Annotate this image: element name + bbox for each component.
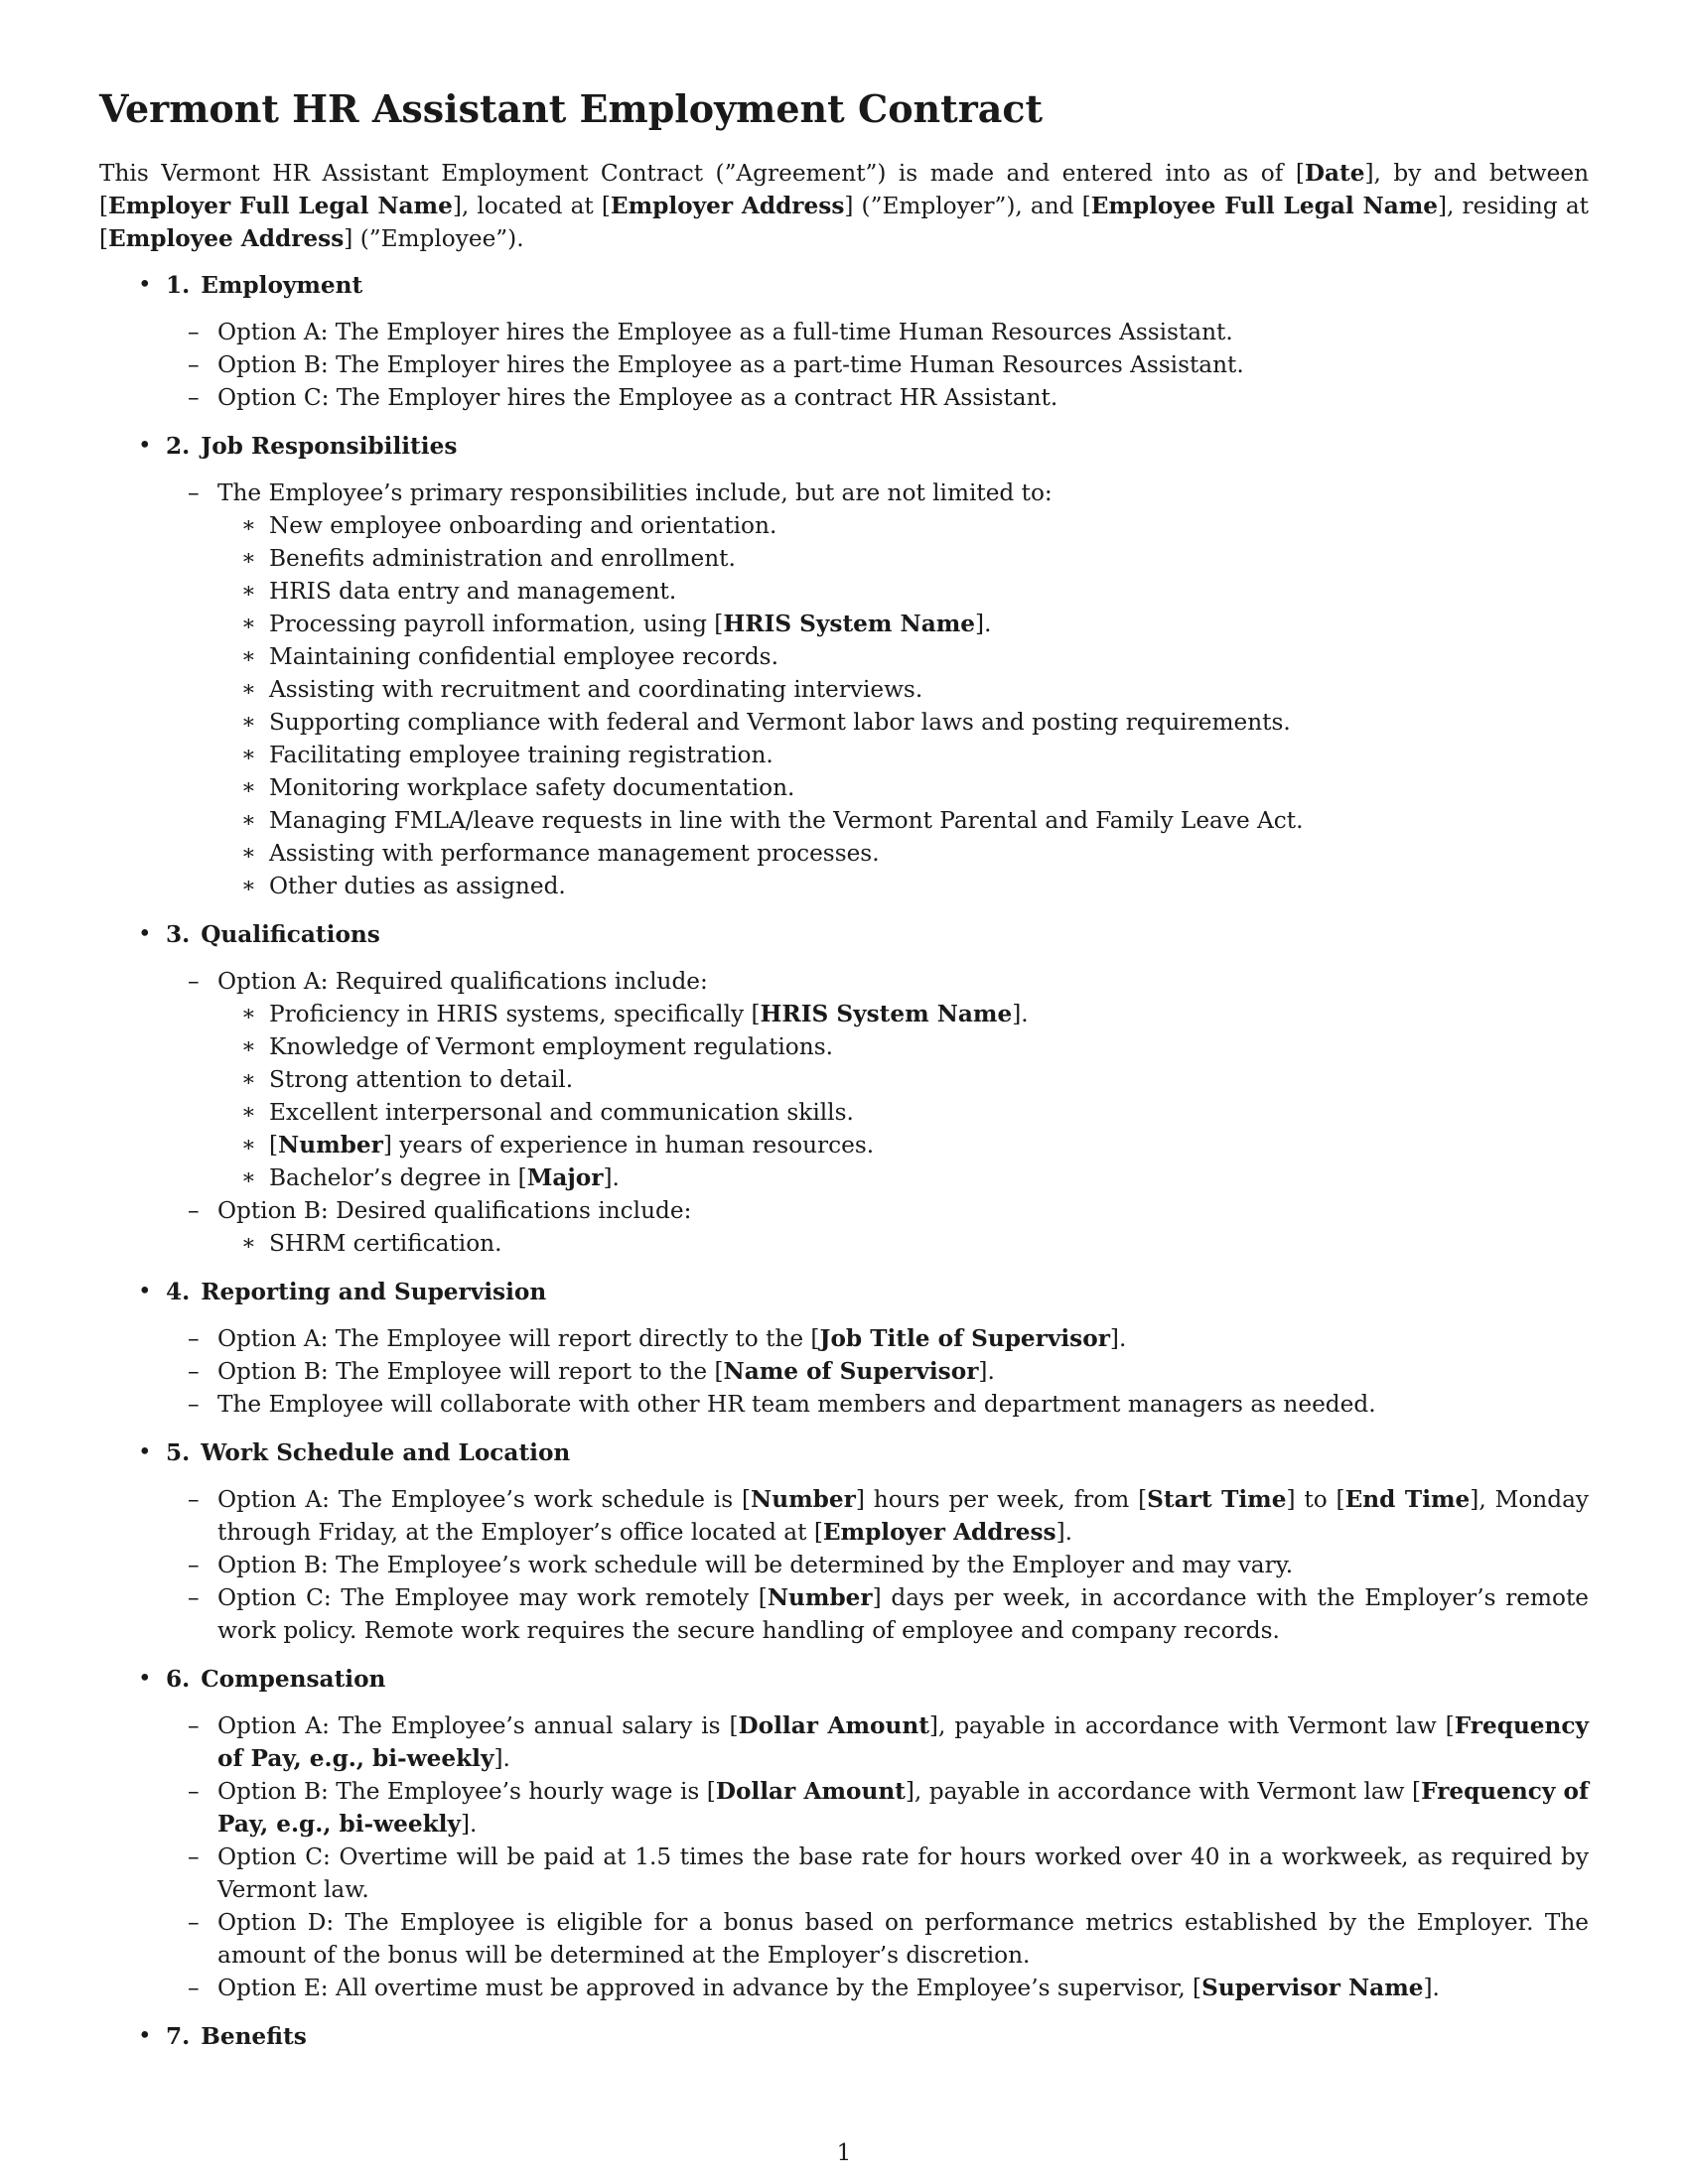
section-job-responsibilities xyxy=(99,430,1589,902)
section-title: • 6. Compensation xyxy=(166,1666,386,1693)
intro-text: ], located at [ xyxy=(452,193,611,219)
list-item: – Option A: Required qualifications include: ∗ Proficiency in HRIS systems, specifically [HRIS System Name]. ∗ Knowledge of Vermont employment regulations. ∗ Strong attention to detail. ∗ Excellent interpersonal and communication skills. ∗ [Number] years of experience in human resources. ∗ Bachelor’s degree in [Major]. xyxy=(188,965,1589,1194)
placeholder-employee-name: Employee Full Legal Name xyxy=(1090,193,1438,219)
list-item: – The Employee’s primary responsibilities include, but are not limited to: ∗ New employee onboarding and orientation. ∗ Benefits administration and enrollment. ∗ HRIS data entry and management. ∗ Processing payroll information, using [HRIS System Name]. ∗ Maintaining confidential employee records. ∗ Assisting with recruitment and coordinating interviews. ∗ Supporting compliance with federal and Vermont labor laws and posting requirements. ∗ Facilitating employee training registration. ∗ Monitoring workplace safety documentation. ∗ Managing FMLA/leave requests in line with the Vermont Parental and Family Leave Act. ∗ Assisting with performance management processes. ∗ Other duties as assigned. xyxy=(188,477,1589,902)
placeholder-employer-address: Employer Address xyxy=(610,193,845,219)
list-item: – Option C: Overtime will be paid at 1.5 times the base rate for hours worked over 40 in a workweek, as required by Vermont law. xyxy=(188,1841,1589,1906)
sub-list-item: ∗ Other duties as assigned. xyxy=(239,870,1589,902)
section-reporting xyxy=(99,1276,1589,1421)
list-item: – Option E: All overtime must be approved in advance by the Employee’s supervisor, [Supervisor Name]. xyxy=(188,1972,1589,2004)
sub-list-item: ∗ [Number] years of experience in human resources. xyxy=(239,1129,1589,1161)
document-title: Vermont HR Assistant Employment Contract xyxy=(99,86,1044,131)
list-item: – Option A: The Employee will report directly to the [Job Title of Supervisor]. xyxy=(188,1322,1589,1355)
section-title: • 4. Reporting and Supervision xyxy=(166,1279,547,1305)
list-item: – Option B: The Employee will report to the [Name of Supervisor]. xyxy=(188,1355,1589,1388)
sub-list-item: ∗ Proficiency in HRIS systems, specifically [HRIS System Name]. xyxy=(239,998,1589,1030)
intro-text: ] (”Employer”), and [ xyxy=(844,193,1091,219)
sub-list-item: ∗ Facilitating employee training registration. xyxy=(239,739,1589,771)
sub-list-item: ∗ HRIS data entry and management. xyxy=(239,575,1589,608)
sub-list-item: ∗ Benefits administration and enrollment. xyxy=(239,542,1589,575)
list-item: – Option C: The Employee may work remotely [Number] days per week, in accordance with the Employer’s remote work policy. Remote work requires the secure handling of employee and company records. xyxy=(188,1581,1589,1647)
section-title: • 2. Job Responsibilities xyxy=(166,433,458,460)
list-item: – Option C: The Employer hires the Employee as a contract HR Assistant. xyxy=(188,381,1589,414)
placeholder-employee-address: Employee Address xyxy=(108,225,345,252)
sub-list-item: ∗ Maintaining confidential employee records. xyxy=(239,640,1589,673)
intro-text: This Vermont HR Assistant Employment Contract (”Agreement”) is made and entered into as of [ xyxy=(99,160,1305,187)
intro-text: ], by and between [ xyxy=(99,160,1590,219)
intro-paragraph xyxy=(99,157,1589,255)
list-item: – The Employee will collaborate with other HR team members and department managers as needed. xyxy=(188,1388,1589,1421)
section-compensation xyxy=(99,1663,1589,2004)
section-benefits xyxy=(99,2020,1589,2053)
list-item: – Option D: The Employee is eligible for a bonus based on performance metrics established by the Employer. The amount of the bonus will be determined at the Employer’s discretion. xyxy=(188,1906,1589,1972)
sub-list-item: ∗ Excellent interpersonal and communication skills. xyxy=(239,1096,1589,1129)
intro-text: ], residing at [ xyxy=(99,193,1589,252)
sub-list-item: ∗ Assisting with performance management processes. xyxy=(239,837,1589,870)
section-title: • 7. Benefits xyxy=(166,2023,307,2050)
list-item: – Option A: The Employee’s work schedule is [Number] hours per week, from [Start Time] to [End Time], Monday through Friday, at the Employer’s office located at [Employer Address]. xyxy=(188,1483,1589,1549)
sub-list-item: ∗ Strong attention to detail. xyxy=(239,1063,1589,1096)
document-page xyxy=(99,87,1589,2069)
sub-list-item: ∗ SHRM certification. xyxy=(239,1227,1589,1260)
section-employment xyxy=(99,269,1589,414)
sub-list-item: ∗ New employee onboarding and orientation. xyxy=(239,509,1589,542)
list-item: – Option B: The Employee’s hourly wage is [Dollar Amount], payable in accordance with Vermont law [Frequency of Pay, e.g., bi-weekly]. xyxy=(188,1775,1589,1841)
sub-list-item: ∗ Managing FMLA/leave requests in line with the Vermont Parental and Family Leave Act. xyxy=(239,804,1589,837)
section-work-schedule xyxy=(99,1436,1589,1647)
sub-list-item: ∗ Assisting with recruitment and coordinating interviews. xyxy=(239,673,1589,706)
intro-text: ] (”Employee”). xyxy=(344,225,524,252)
sub-list-item: ∗ Knowledge of Vermont employment regulations. xyxy=(239,1030,1589,1063)
sub-list-item: ∗ Monitoring workplace safety documentation. xyxy=(239,771,1589,804)
placeholder-date: Date xyxy=(1304,160,1365,187)
section-title: • 5. Work Schedule and Location xyxy=(166,1439,571,1466)
list-item: – Option B: The Employer hires the Employee as a part-time Human Resources Assistant. xyxy=(188,348,1589,381)
list-item: – Option A: The Employee’s annual salary is [Dollar Amount], payable in accordance with Vermont law [Frequency of Pay, e.g., bi-weekly]. xyxy=(188,1709,1589,1775)
placeholder-employer-name: Employer Full Legal Name xyxy=(108,193,453,219)
list-item: – Option B: Desired qualifications include: ∗ SHRM certification. xyxy=(188,1194,1589,1260)
sub-list-item: ∗ Supporting compliance with federal and Vermont labor laws and posting requirements. xyxy=(239,706,1589,739)
sub-list-item: ∗ Processing payroll information, using [HRIS System Name]. xyxy=(239,608,1589,640)
list-item: – Option B: The Employee’s work schedule will be determined by the Employer and may vary. xyxy=(188,1549,1589,1581)
sub-list-item: ∗ Bachelor’s degree in [Major]. xyxy=(239,1161,1589,1194)
section-title: • 3. Qualifications xyxy=(166,921,380,948)
section-qualifications xyxy=(99,918,1589,1260)
section-title: • 1. Employment xyxy=(166,272,363,299)
list-item: – Option A: The Employer hires the Employee as a full-time Human Resources Assistant. xyxy=(188,316,1589,348)
page-number: 1 xyxy=(836,2140,852,2166)
